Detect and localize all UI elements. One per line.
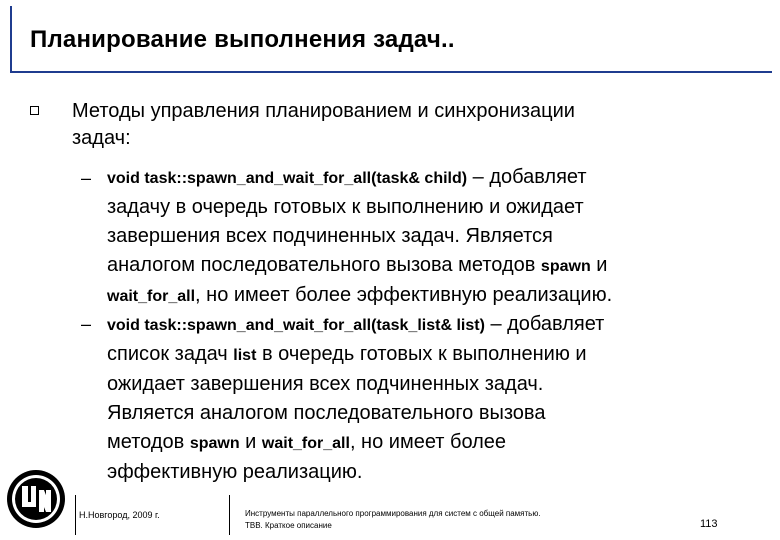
sub-bullet-1-line2: задачу в очередь готовых к выполнению и ожидает bbox=[107, 196, 584, 218]
code-span: spawn bbox=[540, 258, 591, 275]
dash-bullet-icon: – bbox=[81, 314, 92, 334]
sub-bullet-1-line3: завершения всех подчиненных задач. Является bbox=[107, 225, 553, 247]
method-signature: void task::spawn_and_wait_for_all(task_list& list) bbox=[107, 317, 485, 334]
sub-bullet-1-rest: – добавляет bbox=[472, 166, 587, 188]
sub-bullet-2-line1 bbox=[107, 310, 729, 340]
footer-divider bbox=[229, 495, 230, 535]
sub-bullet-1-line4 bbox=[107, 251, 729, 281]
sub-bullet-1-line5 bbox=[107, 281, 729, 311]
code-span: wait_for_all bbox=[107, 288, 196, 305]
text-span: , но имеет более эффективную реализацию. bbox=[195, 284, 613, 306]
sub-bullet-2-rest: – добавляет bbox=[490, 313, 605, 335]
unn-logo-icon bbox=[5, 468, 67, 530]
sub-bullet-2-line5 bbox=[107, 428, 729, 458]
footer-desc-line1: Инструменты параллельного программирования для систем с общей памятью. bbox=[245, 509, 541, 518]
main-bullet-line2: задач: bbox=[72, 127, 131, 149]
sub-bullet-2-line3: ожидает завершения всех подчиненных задач. bbox=[107, 373, 544, 395]
text-span: и bbox=[590, 254, 608, 276]
sub-bullet-2 bbox=[107, 310, 729, 487]
text-span: список задач bbox=[107, 343, 234, 365]
code-span: list bbox=[233, 347, 257, 364]
footer-divider bbox=[75, 495, 76, 535]
slide-title: Планирование выполнения задач.. bbox=[30, 26, 455, 53]
text-span: методов bbox=[107, 431, 190, 453]
text-span: аналогом последовательного вызова методов bbox=[107, 254, 541, 276]
footer-city-year: Н.Новгород, 2009 г. bbox=[79, 510, 160, 520]
text-span: в очередь готовых к выполнению и bbox=[256, 343, 587, 365]
method-signature: void task::spawn_and_wait_for_all(task& child) bbox=[107, 170, 468, 187]
footer-description bbox=[245, 508, 665, 532]
text-span: , но имеет более bbox=[349, 431, 507, 453]
sub-bullet-2-line4: Является аналогом последовательного вызова bbox=[107, 402, 546, 424]
sub-bullet-1 bbox=[107, 163, 729, 311]
page-number: 113 bbox=[700, 518, 718, 530]
main-bullet-line1: Методы управления планированием и синхронизации bbox=[72, 100, 575, 122]
main-bullet bbox=[72, 98, 732, 152]
code-span: wait_for_all bbox=[261, 435, 350, 452]
code-span: spawn bbox=[189, 435, 240, 452]
footer-desc-line2: TBB. Краткое описание bbox=[245, 521, 332, 530]
text-span: и bbox=[239, 431, 262, 453]
sub-bullet-2-line6: эффективную реализацию. bbox=[107, 461, 363, 483]
dash-bullet-icon: – bbox=[81, 168, 92, 188]
sub-bullet-1-line1 bbox=[107, 163, 729, 193]
sub-bullet-2-line2 bbox=[107, 340, 729, 370]
square-bullet-icon bbox=[30, 106, 39, 115]
